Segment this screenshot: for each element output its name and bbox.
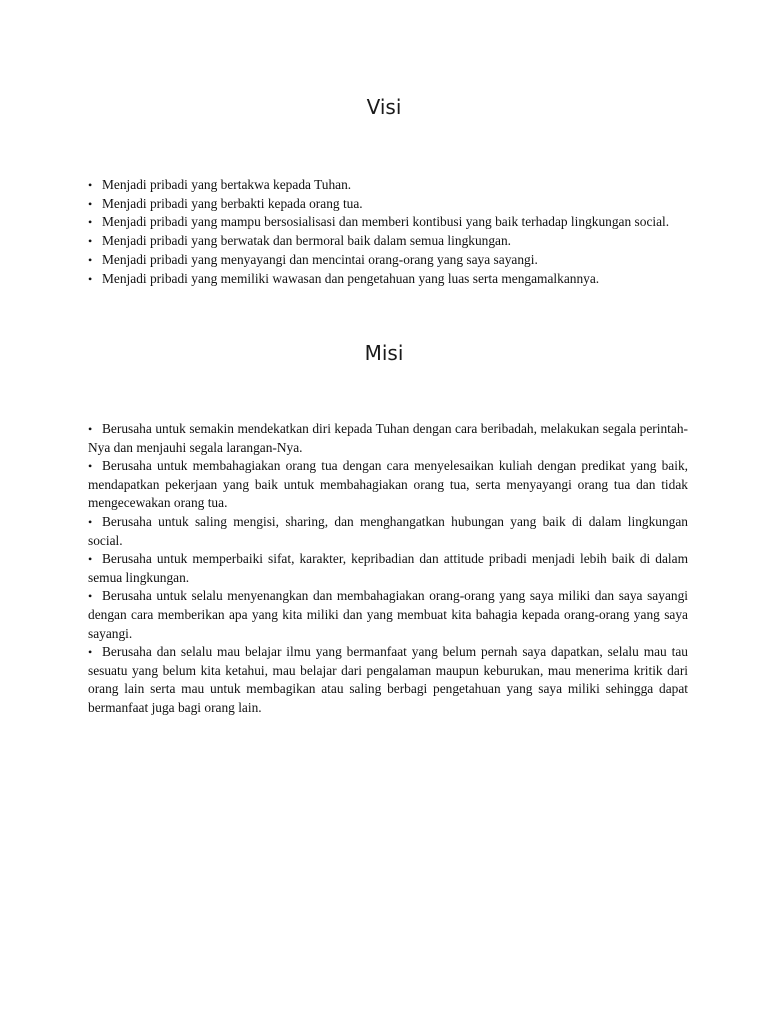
bullet-icon — [88, 420, 102, 439]
list-item — [88, 270, 688, 289]
bullet-icon — [88, 270, 102, 289]
bullet-icon — [88, 232, 102, 251]
list-item — [88, 420, 688, 457]
list-item-text: Berusaha untuk memperbaiki sifat, karakter, kepribadian dan attitude pribadi menjadi lebih baik di dalam semua lingkungan. — [88, 551, 688, 585]
bullet-icon — [88, 195, 102, 214]
bullet-icon — [88, 513, 102, 532]
list-item — [88, 232, 688, 251]
list-item-text: Menjadi pribadi yang mampu bersosialisasi dan memberi kontibusi yang baik terhadap lingkungan social. — [102, 214, 670, 230]
misi-heading: Misi — [364, 341, 404, 365]
list-item — [88, 195, 688, 214]
bullet-icon — [88, 587, 102, 606]
list-item-text: Menjadi pribadi yang memiliki wawasan dan pengetahuan yang luas serta mengamalkannya. — [102, 270, 600, 286]
list-item — [88, 513, 688, 550]
bullet-icon — [88, 643, 102, 662]
bullet-icon — [88, 550, 102, 569]
bullet-icon — [88, 176, 102, 195]
visi-list — [88, 176, 688, 288]
list-item-text: Berusaha untuk semakin mendekatkan diri kepada Tuhan dengan cara beribadah, melakukan segala perintah-Nya dan menjauhi segala larangan-Nya. — [88, 421, 688, 455]
bullet-icon — [88, 457, 102, 476]
list-item — [88, 176, 688, 195]
bullet-icon — [88, 213, 102, 232]
list-item-text: Berusaha untuk saling mengisi, sharing, dan menghangatkan hubungan yang baik di dalam lingkungan social. — [88, 513, 688, 548]
list-item — [88, 643, 688, 717]
visi-heading: Visi — [366, 95, 402, 119]
misi-list — [88, 420, 688, 718]
list-item — [88, 213, 688, 232]
list-item — [88, 550, 688, 587]
list-item-text: Berusaha untuk selalu menyenangkan dan membahagiakan orang-orang yang saya miliki dan saya sayangi dengan cara memberikan apa yang kita miliki dan yang membuat kita bahagia kepada orang-orang yang saya sayangi. — [88, 588, 688, 641]
list-item-text: Berusaha dan selalu mau belajar ilmu yang bermanfaat yang belum pernah saya dapatkan, selalu mau tau sesuatu yang belum kita ketahui, mau belajar dari pengalaman maupun keburukan, mau menerima kritik dari orang lain serta mau untuk membagikan atau saling berbagi pengetahuan yang saya miliki sehingga dapat bermanfaat juga bagi orang lain. — [88, 644, 688, 715]
list-item — [88, 457, 688, 513]
list-item-text: Menjadi pribadi yang bertakwa kepada Tuhan. — [102, 177, 352, 192]
list-item-text: Menjadi pribadi yang menyayangi dan mencintai orang-orang yang saya sayangi. — [102, 251, 538, 267]
list-item — [88, 251, 688, 270]
list-item-text: Berusaha untuk membahagiakan orang tua dengan cara menyelesaikan kuliah dengan predikat yang baik, mendapatkan pekerjaan yang baik untuk membahagiakan orang tua, serta menyayangi orang tua dan tidak mengecewakan orang tua. — [88, 458, 688, 511]
list-item-text: Menjadi pribadi yang berbakti kepada orang tua. — [102, 195, 363, 211]
bullet-icon — [88, 251, 102, 270]
list-item — [88, 587, 688, 643]
list-item-text: Menjadi pribadi yang berwatak dan bermoral baik dalam semua lingkungan. — [102, 233, 512, 249]
